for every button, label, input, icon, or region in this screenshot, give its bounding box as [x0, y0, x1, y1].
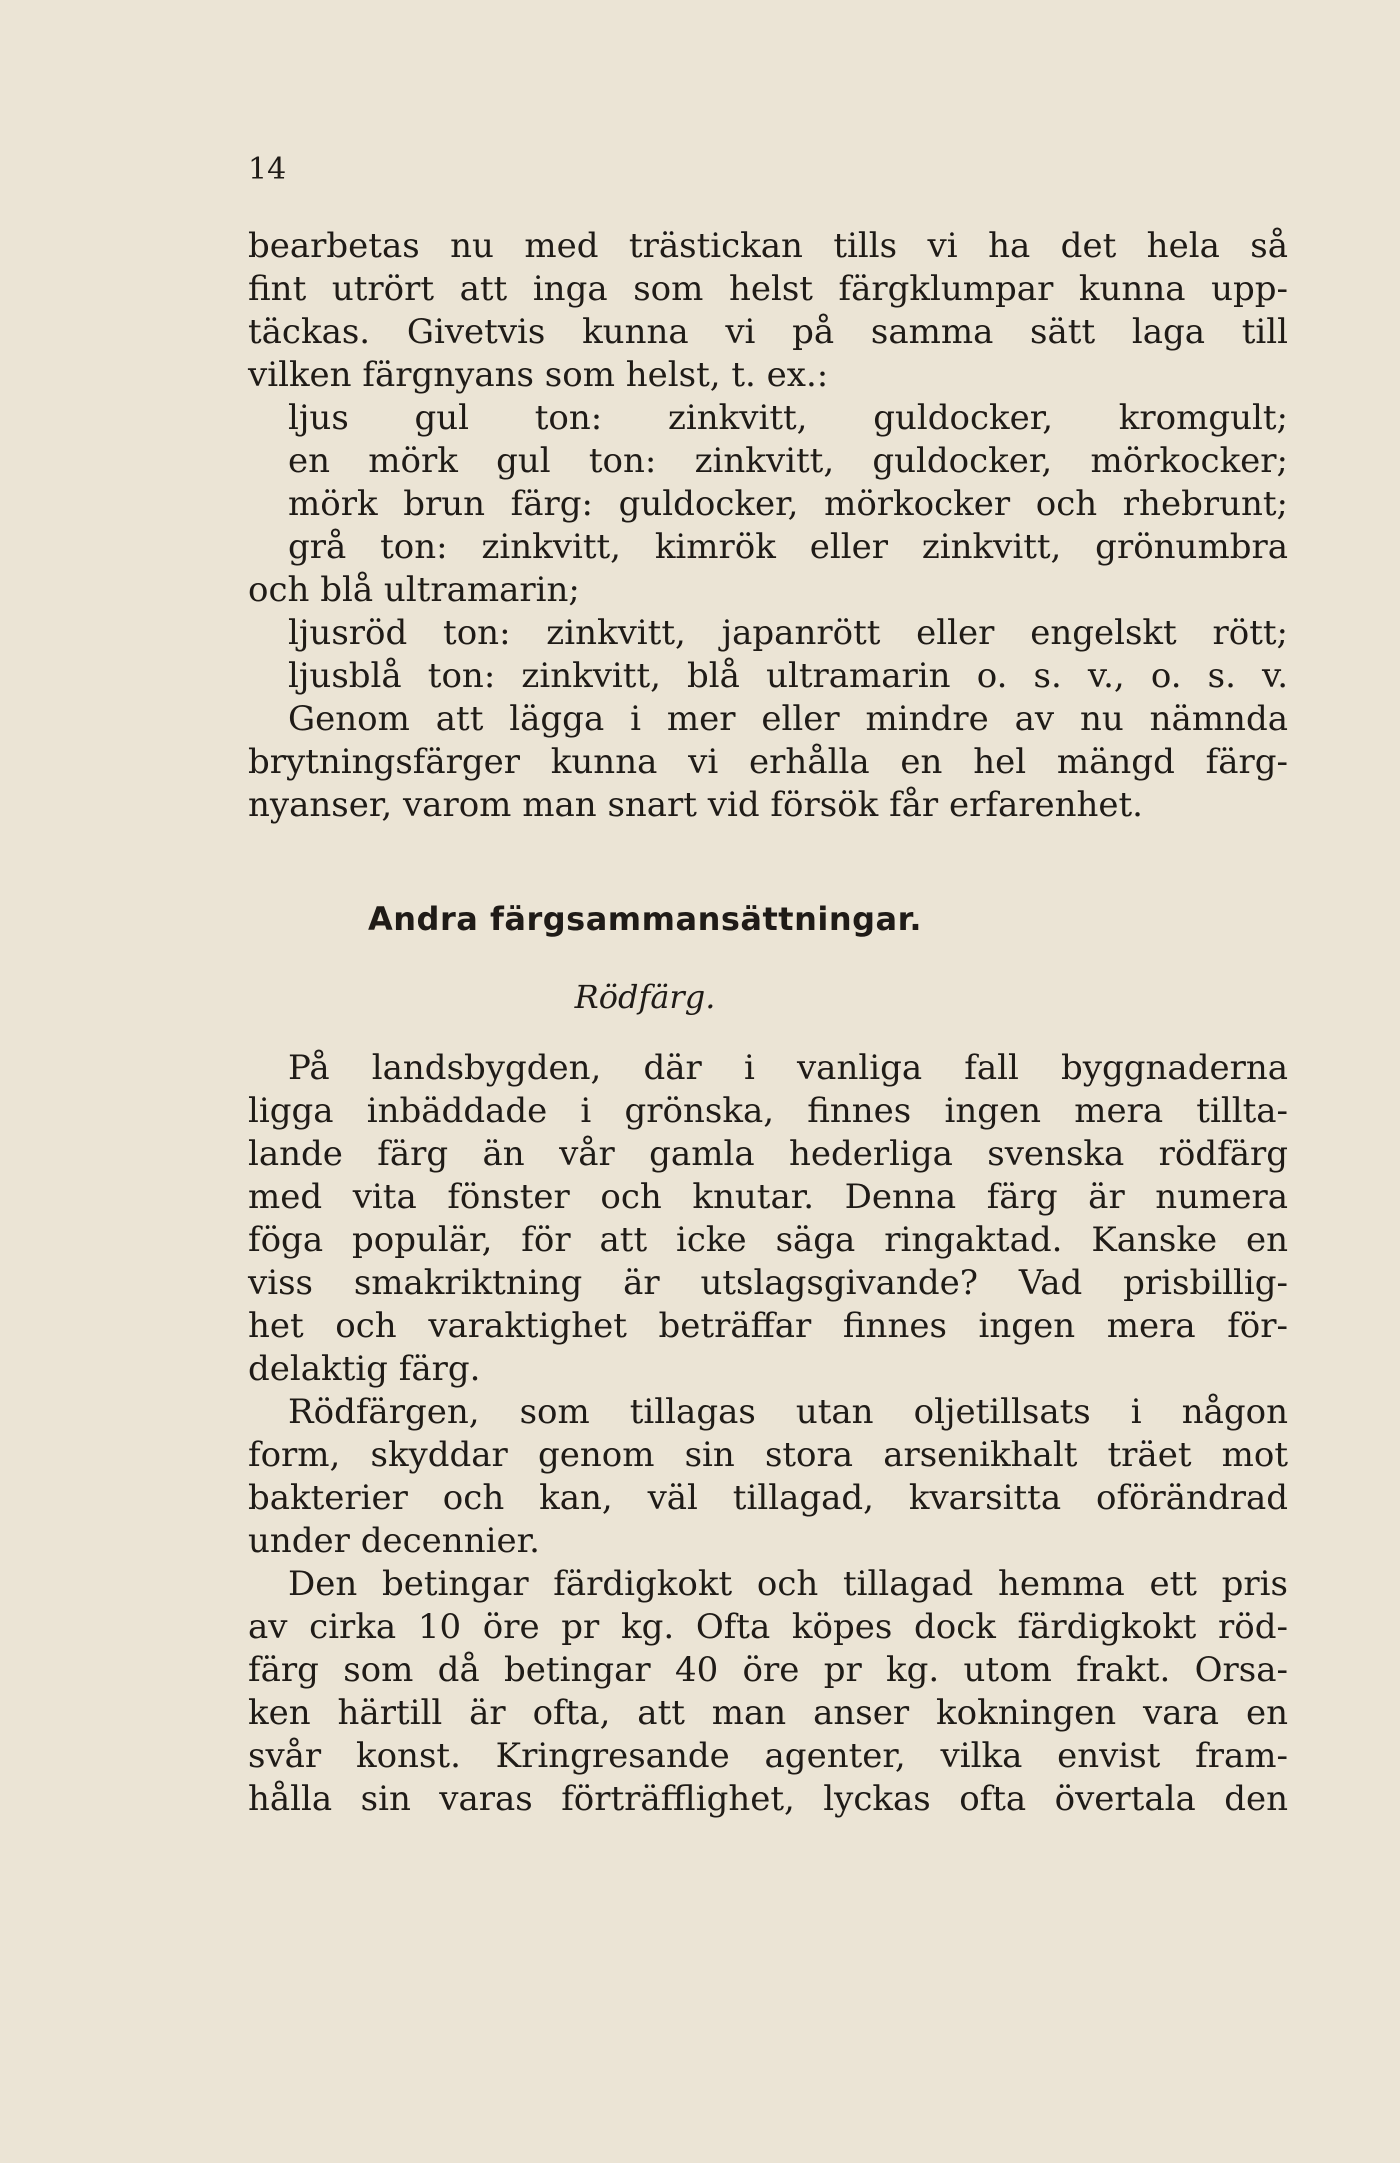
text-line: täckas. Givetvis kunna vi på samma sätt laga till — [248, 312, 1288, 352]
text-line: het och varaktighet beträffar finnes ingen mera för- — [248, 1306, 1288, 1346]
text-line: lande färg än vår gamla hederliga svenska rödfärg — [248, 1134, 1288, 1174]
text-line: med vita fönster och knutar. Denna färg är numera — [248, 1177, 1288, 1217]
text-line: färg som då betingar 40 öre pr kg. utom frakt. Orsa- — [248, 1650, 1288, 1690]
recipe-line: ljusblå ton: zinkvitt, blå ultramarin o. s. v., o. s. v. — [288, 656, 1288, 696]
text-line: bakterier och kan, väl tillagad, kvarsitta oförändrad — [248, 1478, 1288, 1518]
text-line: form, skyddar genom sin stora arsenikhalt träet mot — [248, 1435, 1288, 1475]
section-subheading: Rödfärg. — [574, 978, 716, 1016]
text-line: ligga inbäddade i grönska, finnes ingen mera tillta- — [248, 1091, 1288, 1131]
text-line: brytningsfärger kunna vi erhålla en hel mängd färg- — [248, 742, 1288, 782]
text-line: vilken färgnyans som helst, t. ex.: — [248, 355, 829, 395]
recipe-line: mörk brun färg: guldocker, mörkocker och rhebrunt; — [288, 484, 1288, 524]
text-line: under decennier. — [248, 1521, 540, 1561]
text-line: svår konst. Kringresande agenter, vilka envist fram- — [248, 1736, 1288, 1776]
recipe-line: en mörk gul ton: zinkvitt, guldocker, mörkocker; — [288, 441, 1288, 481]
text-line: Rödfärgen, som tillagas utan oljetillsats i någon — [288, 1392, 1288, 1432]
recipe-line: ljus gul ton: zinkvitt, guldocker, kromgult; — [288, 398, 1288, 438]
text-line: delaktig färg. — [248, 1349, 481, 1389]
text-line: ken härtill är ofta, att man anser kokningen vara en — [248, 1693, 1288, 1733]
recipe-line: och blå ultramarin; — [248, 570, 580, 610]
recipe-line: grå ton: zinkvitt, kimrök eller zinkvitt, grönumbra — [288, 527, 1288, 567]
text-line: På landsbygden, där i vanliga fall byggnaderna — [288, 1048, 1288, 1088]
text-line: hålla sin varas förträfflighet, lyckas ofta övertala den — [248, 1779, 1288, 1819]
text-line: fint utrört att inga som helst färgklumpar kunna upp- — [248, 269, 1288, 309]
text-line: viss smakriktning är utslagsgivande? Vad prisbillig- — [248, 1263, 1288, 1303]
text-line: Genom att lägga i mer eller mindre av nu nämnda — [288, 699, 1288, 739]
text-line: föga populär, för att icke säga ringaktad. Kanske en — [248, 1220, 1288, 1260]
text-line: bearbetas nu med trästickan tills vi ha det hela så — [248, 226, 1288, 266]
page-number: 14 — [248, 152, 287, 187]
section-heading: Andra färgsammansättningar. — [367, 900, 922, 938]
text-line: Den betingar färdigkokt och tillagad hemma ett pris — [288, 1564, 1288, 1604]
text-line: nyanser, varom man snart vid försök får erfarenhet. — [248, 785, 1143, 825]
recipe-line: ljusröd ton: zinkvitt, japanrött eller engelskt rött; — [288, 613, 1288, 653]
text-line: av cirka 10 öre pr kg. Ofta köpes dock färdigkokt röd- — [248, 1607, 1288, 1647]
